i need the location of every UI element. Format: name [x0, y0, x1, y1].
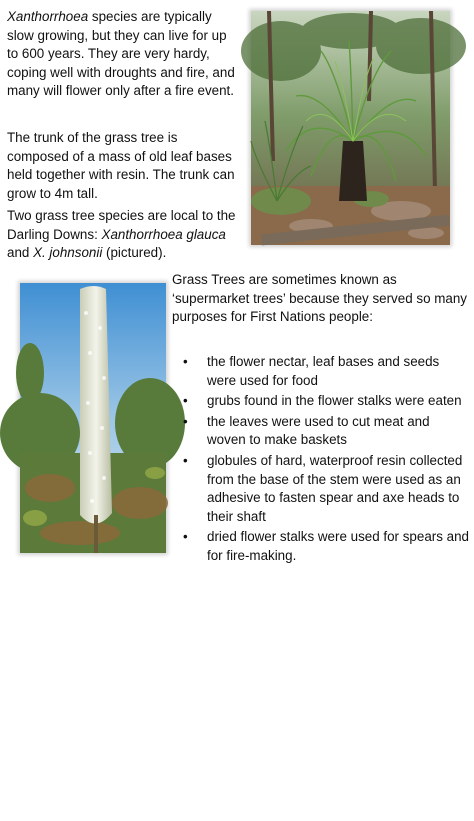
species-johnsonii: X. johnsonii [33, 245, 103, 261]
genus-name: Xanthorrhoea [7, 9, 89, 24]
supermarket-paragraph: Grass Trees are sometimes known as ‘supermarket trees’ because they served so many purposes for First Nations people: [172, 272, 467, 325]
growth-paragraph [7, 8, 239, 101]
list-item [172, 392, 470, 411]
list-item [172, 413, 470, 450]
list-item-text: dried flower stalks were used for spears and for fire-making. [207, 529, 469, 563]
bullet-icon: • [183, 354, 188, 369]
bullet-icon: • [183, 393, 188, 409]
list-item [172, 452, 470, 526]
list-item-text: the flower nectar, leaf bases and seeds were used for food [207, 354, 440, 388]
photo-credit: Tobias Gronow 2011 [82, 814, 146, 821]
species-trail: (pictured). [102, 245, 167, 261]
species-lead: Two grass tree species are local to the Darling Downs: [7, 208, 236, 242]
uses-list [172, 353, 470, 568]
growth-text: species are typically slow growing, but they can live for up to 600 years. They are very hardy, coping well with droughts and fire, and many will flower only after a fire event. [7, 9, 235, 99]
trunk-paragraph: The trunk of the grass tree is composed of a mass of old leaf bases held together with resin. The trunk can grow to 4m tall. [7, 130, 235, 201]
list-item-text: grubs found in the flower stalks were eaten [207, 393, 462, 409]
list-item-text: the leaves were used to cut meat and woven to make baskets [207, 413, 430, 448]
bullet-icon: • [183, 413, 188, 429]
bullet-icon: • [183, 529, 188, 545]
species-glauca: Xanthorrhoea glauca [101, 226, 226, 242]
list-item-text: globules of hard, waterproof resin collected from the base of the stem were used as an adhesive to fasten spear and axe heads to their shaft [207, 452, 463, 524]
species-joiner: and [7, 245, 34, 261]
flower-spike-photo [20, 283, 166, 821]
grass-tree-photo [251, 11, 450, 245]
list-item [172, 353, 470, 390]
list-item [172, 528, 470, 565]
species-paragraph [7, 207, 239, 263]
bullet-icon: • [183, 452, 188, 468]
